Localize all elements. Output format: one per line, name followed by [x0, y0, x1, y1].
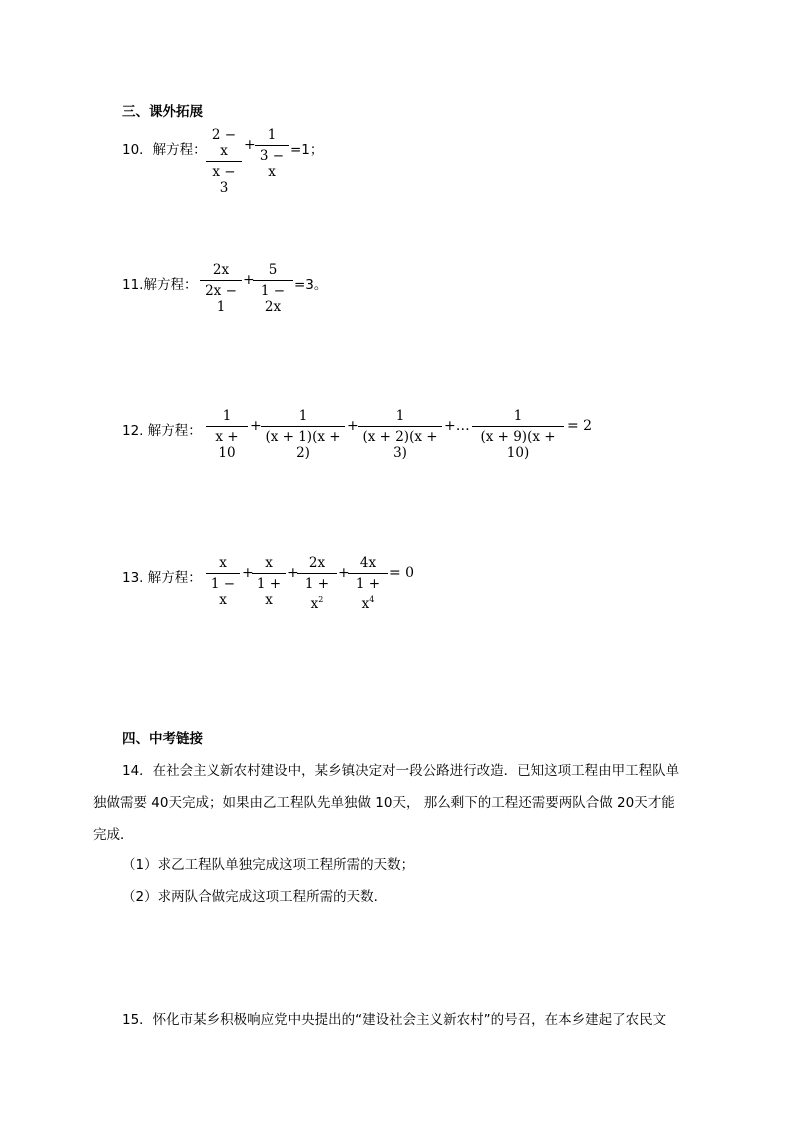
numerator: 1 [298, 408, 308, 424]
numerator: 2x [212, 262, 230, 278]
section-4-title: 四、中考链接 [122, 731, 203, 747]
denominator: 1 + x [256, 576, 282, 608]
problem-14-question-1: （1）求乙工程队单独完成这项工程所需的天数； [122, 857, 415, 873]
problem-13-label: 13. 解方程： [122, 570, 202, 586]
problem-14-line-3: 完成． [93, 827, 134, 843]
denominator-base: 1 + x [304, 576, 330, 612]
fraction [200, 262, 242, 315]
problem-14-line-1: 14．在社会主义新农村建设中，某乡镇决定对一段公路进行改造．已知这项工程由甲工程队单 [122, 763, 680, 779]
fraction [255, 127, 289, 180]
numerator: 2x [308, 555, 326, 571]
equation-tail: =3。 [294, 277, 328, 293]
denominator: 3 − x [259, 148, 285, 180]
denominator: 1 − x [210, 576, 236, 608]
numerator: 5 [268, 262, 278, 278]
equation-tail: = 0 [389, 565, 415, 581]
fraction [358, 408, 442, 461]
ellipsis: +… [444, 418, 470, 434]
numerator: x [219, 555, 227, 571]
denominator [297, 574, 337, 612]
problem-10-label: 10．解方程： [122, 142, 207, 158]
numerator: 1 [395, 408, 405, 424]
denominator [348, 574, 388, 612]
fraction [348, 555, 388, 612]
problem-12-label: 12. 解方程： [122, 423, 202, 439]
numerator: 1 [513, 408, 523, 424]
plus-sign: + [347, 418, 359, 434]
equation-tail: =1； [290, 142, 324, 158]
numerator: 4x [359, 555, 377, 571]
fraction [206, 127, 242, 196]
numerator: x [265, 555, 273, 571]
problem-15-line-1: 15．怀化市某乡积极响应党中央提出的“建设社会主义新农村”的号召，在本乡建起了农民文 [122, 1012, 667, 1028]
plus-sign: + [243, 272, 255, 288]
plus-sign: + [244, 137, 256, 153]
problem-11-label: 11.解方程： [122, 277, 198, 293]
numerator: 1 [222, 408, 232, 424]
plus-sign: + [242, 565, 254, 581]
exponent: 2 [318, 595, 324, 604]
numerator: 2 − x [211, 127, 237, 159]
plus-sign: + [250, 418, 262, 434]
fraction [261, 408, 345, 461]
denominator: (x + 9)(x + 10) [480, 429, 556, 461]
denominator: (x + 1)(x + 2) [265, 429, 341, 461]
denominator-base: 1 + x [355, 576, 381, 612]
fraction [297, 555, 337, 612]
denominator: (x + 2)(x + 3) [362, 429, 438, 461]
equation-tail: = 2 [567, 418, 593, 434]
exponent: 4 [369, 595, 375, 604]
fraction [253, 262, 293, 315]
fraction [206, 555, 240, 608]
denominator: 2x − 1 [205, 283, 237, 315]
fraction [472, 408, 564, 461]
fraction [252, 555, 286, 608]
fraction [206, 408, 248, 461]
plus-sign: + [287, 565, 299, 581]
section-3-title: 三、课外拓展 [122, 104, 203, 120]
numerator: 1 [267, 127, 277, 143]
denominator: x + 10 [215, 429, 239, 461]
problem-14-question-2: （2）求两队合做完成这项工程所需的天数． [122, 889, 388, 905]
denominator: x − 3 [212, 164, 236, 196]
denominator: 1 − 2x [260, 283, 286, 315]
problem-14-line-2: 独做需要 40天完成；如果由乙工程队先单独做 10天， 那么剩下的工程还需要两队合做 20天才能 [93, 795, 675, 811]
plus-sign: + [338, 565, 350, 581]
